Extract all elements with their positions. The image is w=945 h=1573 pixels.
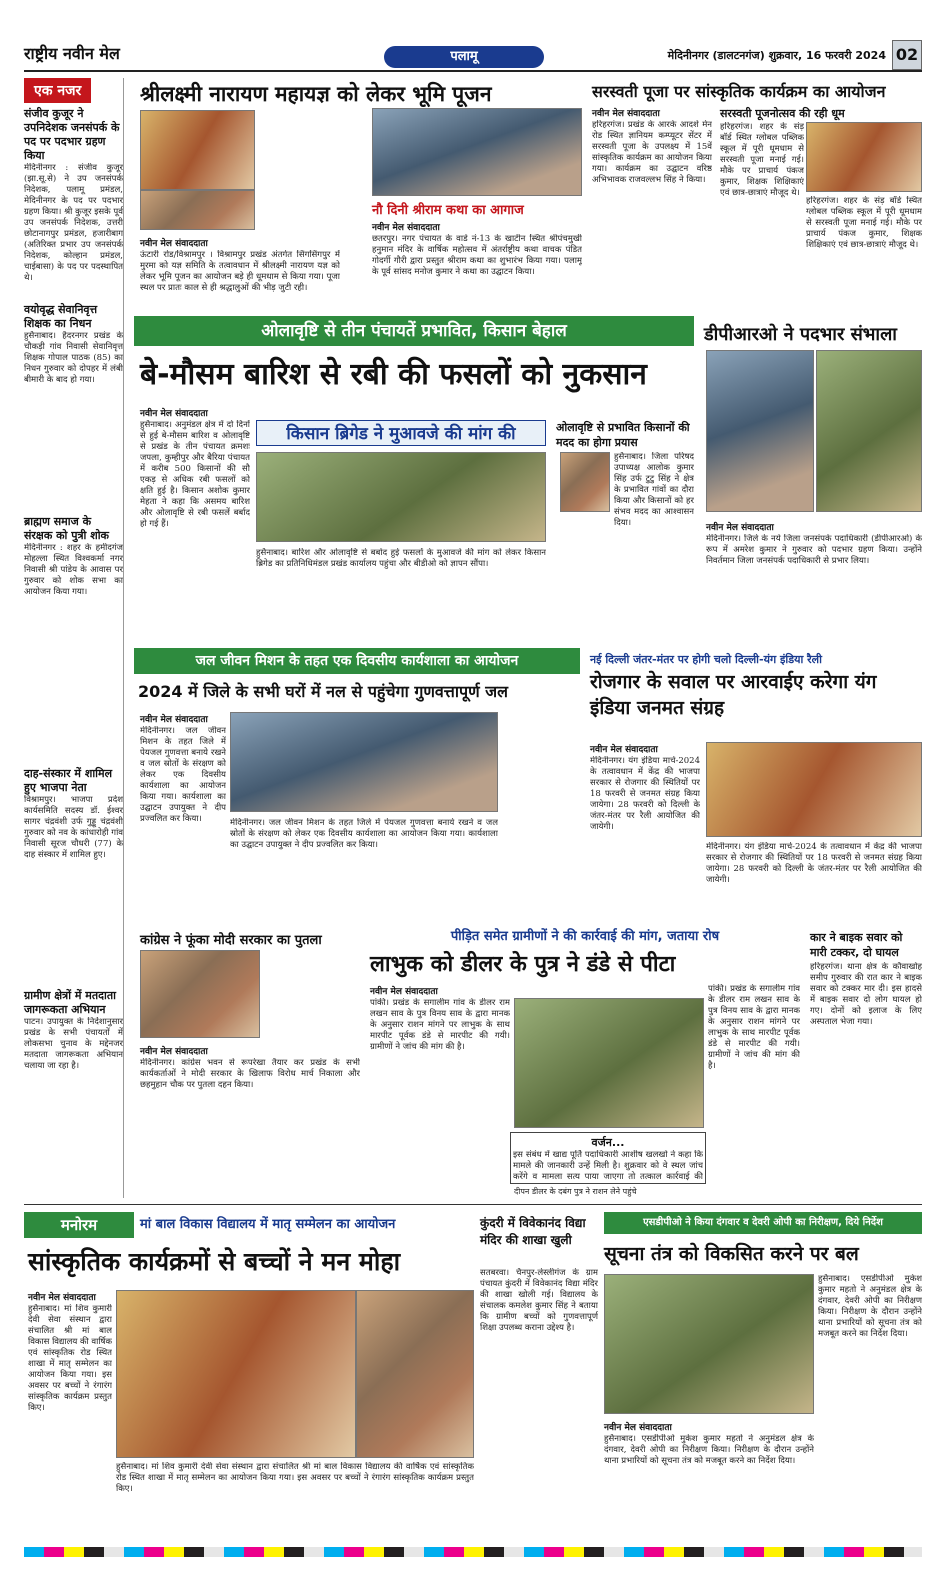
story-body-cont: मेदिनीनगर। यंग इंडिया मार्च-2024 के तत्वावधान में केंद्र की भाजपा सरकार से रोजगार की स्थितियों पर 18 फरवरी से जनमत संग्रह किया जायेगा। 28 फरवरी को दिल्ली के जंतर-मंतर पर रैली आयोजित की जायेगी। <box>706 842 922 885</box>
story-subheadline: किसान ब्रिगेड ने मुआवजे की मांग की <box>256 420 546 446</box>
story-body: हुसैनाबाद। एसडीपीओ मुकेश कुमार महतो ने अनुमंडल क्षेत्र के दंगवार, देवरी ओपी का निरीक्षण किया। निरीक्षण के दौरान उन्होंने थाना प्रभारियों को सूचना तंत्र को मजबूत करने का निर्देश दिया। <box>604 1434 814 1466</box>
story-photo <box>806 122 922 192</box>
story-body-cont: हुसैनाबाद। एसडीपीओ मुकेश कुमार महतो ने अनुमंडल क्षेत्र के दंगवार, देवरी ओपी का निरीक्षण किया। निरीक्षण के दौरान उन्होंने थाना प्रभारियों को सूचना तंत्र को मजबूत करने का निर्देश दिया। <box>818 1274 922 1339</box>
story-photo <box>706 350 814 512</box>
section-label: पलामू <box>384 46 544 68</box>
brief-body: मेदिनीनगर : शहर के हमीदगंज मोहल्ला स्थित विश्वकर्मा नगर निवासी श्री पांडेय के आवास पर गुरुवार को शोक सभा का आयोजन किया गया। <box>24 543 123 597</box>
story-photo <box>816 350 922 512</box>
story-headline: श्रीलक्ष्मी नारायण महायज्ञ को लेकर भूमि पूजन <box>140 82 492 106</box>
byline: नवीन मेल संवाददाता <box>140 1047 208 1057</box>
story-sideheadline: ओलावृष्टि से प्रभावित किसानों की मदद का होगा प्रयास <box>556 421 690 449</box>
story-headline: सूचना तंत्र को विकसित करने पर बल <box>604 1243 859 1265</box>
brief-title: संजीव कुजूर ने उपनिदेशक जनसंपर्क के पद पर पदभार ग्रहण किया <box>24 107 120 162</box>
story-body: छतरपुर। नगर पंचायत के वार्ड नं-13 के खाटीन स्थित श्रीपंचमुखी हनुमान मंदिर के वार्षिक महोत्सव में अंतर्राष्ट्रीय कथा वाचक पंडित गोदर्गी गौरी द्वारा प्रस्तुत श्रीराम कथा का शुभारंभ किया गया। पलामू के पूर्व सांसद मनोज कुमार ने कथा का उद्घाटन किया। <box>372 234 582 277</box>
kicker-bar: ओलावृष्टि से तीन पंचायतें प्रभावित, किसान बेहाल <box>134 316 694 346</box>
story-headline: डीपीआरओ ने पदभार संभाला <box>704 324 897 345</box>
story-headline: कांग्रेस ने फूंका मोदी सरकार का पुतला <box>140 933 322 948</box>
quote-text: इस संबंध में खाद्य पूर्ति पदाधिकारी आशीष खलखो ने कहा कि मामले की जानकारी उन्हें मिली है। शुक्रवार को वे स्थल जांच करेंगे व मामला सत्य पाया जाएगा तो तत्काल कार्रवाई की <box>513 1150 703 1182</box>
story-photo <box>140 950 260 1038</box>
masthead <box>24 38 922 72</box>
print-color-bar <box>24 1547 922 1557</box>
kicker: नई दिल्ली जंतर-मंतर पर होगी चलो दिल्ली-यंग इंडिया रैली <box>590 653 822 666</box>
story-body: पांकी। प्रखंड के सगालीम गांव के डीलर राम लखन साव के पुत्र विनय साव के द्वारा मानक के अनुसार राशन मांगने पर लाभुक के साथ मारपीट पूर्वक डंडे से मारपीट की गयी। ग्रामीणों ने जांच की मांग की है। <box>370 998 510 1052</box>
story-photo <box>706 742 922 837</box>
divider <box>24 1204 922 1205</box>
byline: नवीन मेल संवाददाता <box>372 223 440 233</box>
story-photo <box>140 110 255 190</box>
kicker-bar: जल जीवन मिशन के तहत एक दिवसीय कार्यशाला का आयोजन <box>134 648 580 674</box>
sidebar-tag: एक नजर <box>24 78 91 103</box>
story-headline: सांस्कृतिक कार्यक्रमों से बच्चों ने मन मोहा <box>28 1247 401 1276</box>
brief-title: दाह-संस्कार में शामिल हुए भाजपा नेता <box>24 767 113 794</box>
story-body: हुसैनाबाद। मां शिव कुमारी देवी सेवा संस्थान द्वारा संचालित श्री मां बाल विकास विद्यालय की वार्षिक एवं सांस्कृतिक रोड स्थित शाखा में मातृ सम्मेलन का आयोजन किया गया। इस अवसर पर बच्चों ने रंगारंग सांस्कृतिक कार्यक्रम प्रस्तुत किए। <box>28 1304 112 1413</box>
story-headline: बे-मौसम बारिश से रबी की फसलों को नुकसान <box>140 357 647 392</box>
story-photo <box>116 1290 356 1458</box>
story-photo <box>140 190 255 230</box>
story-body-cont: हुसैनाबाद। मां शिव कुमारी देवी सेवा संस्थान द्वारा संचालित श्री मां बाल विकास विद्यालय की वार्षिक एवं सांस्कृतिक रोड स्थित शाखा में मातृ सम्मेलन का आयोजन किया गया। इस अवसर पर बच्चों ने रंगारंग सांस्कृतिक कार्यक्रम प्रस्तुत किए। <box>116 1462 474 1494</box>
story-body: मेदिनीनगर। जल जीवन मिशन के तहत जिले में पेयजल गुणवत्ता बनाये रखने व जल स्रोतों के संरक्षण को लेकर एक दिवसीय कार्यशाला का आयोजन किया गया। कार्यशाला का उद्घाटन उपायुक्त ने दीप प्रज्वलित कर किया। <box>140 726 226 824</box>
story-subbody: हरिहरगंज। शहर के संड़ बॉर्ड स्थित ग्लोबल पब्लिक स्कूल में पूरी धूमधाम से सरस्वती पूजा मनाई गई। मौके पर प्राचार्य पंकज कुमार, शिक्षक शिक्षिकाएं एवं छात्र-छात्राएं मौजूद थे। <box>720 122 804 198</box>
byline: नवीन मेल संवाददाता <box>592 109 660 119</box>
story-body: सतबरवा। चैनपुर-लेस्लीगंज के ग्राम पंचायत कुंदरी में विवेकानंद विद्या मंदिर की शाखा खोली गई। विद्यालय के संचालक कमलेश कुमार सिंह ने बताया कि ग्रामीण बच्चों को गुणवत्तापूर्ण शिक्षा उपलब्ध कराना उद्देश्य है। <box>480 1268 598 1333</box>
story-headline: नौ दिनी श्रीराम कथा का आगाज <box>372 203 524 218</box>
story-photo <box>372 108 582 196</box>
story-photo <box>256 452 546 542</box>
dateline: मेदिनीनगर (डालटनगंज) शुक्रवार, 16 फरवरी 2024 <box>667 49 886 62</box>
brief-body: हुसैनाबाद। हैदरनगर प्रखंड के चौकड़ी गांव निवासी सेवानिवृत्त शिक्षक गोपाल पाठक (85) का निधन गुरुवार को दोपहर में लंबी बीमारी के बाद हो गया। <box>24 331 123 385</box>
story-headline: 2024 में जिले के सभी घरों में नल से पहुंचेगा गुणवत्तापूर्ण जल <box>138 682 508 701</box>
section-tag-manorama: मनोरम <box>24 1212 134 1238</box>
story-headline: लाभुक को डीलर के पुत्र ने डंडे से पीटा <box>370 952 676 977</box>
story-photo <box>514 998 704 1128</box>
brief-body: विश्रामपुर। भाजपा प्रदेश कार्यसमिति सदस्य डॉ. ईश्वर सागर चंद्रवंशी उर्फ गुड्डू चंद्रवंशी गुरुवार को नव के कांधारोही गांव निवासी सूरज चौधरी (77) के दाह संस्कार में शामिल हुए। <box>24 795 123 860</box>
byline: नवीन मेल संवाददाता <box>706 523 774 533</box>
story-subbody-cont: हरिहरगंज। शहर के संड़ बॉर्ड स्थित ग्लोबल पब्लिक स्कूल में पूरी धूमधाम से सरस्वती पूजा मनाई गई। मौके पर प्राचार्य पंकज कुमार, शिक्षक शिक्षिकाएं एवं छात्र-छात्राएं मौजूद थे। <box>806 196 922 250</box>
brief-title: ग्रामीण क्षेत्रों में मतदाता जागरूकता अभियान <box>24 989 116 1016</box>
story-headline: सरस्वती पूजा पर सांस्कृतिक कार्यक्रम का आयोजन <box>592 82 886 101</box>
kicker-bar: एसडीपीओ ने किया दंगवार व देवरी ओपी का निरीक्षण, दिये निर्देश <box>604 1212 922 1234</box>
byline: नवीन मेल संवाददाता <box>604 1423 672 1433</box>
story-subheadline: सरस्वती पूजनोत्सव की रही धूम <box>720 107 845 120</box>
byline: नवीन मेल संवाददाता <box>590 745 658 755</box>
story-headline: कार ने बाइक सवार को मारी टक्कर, दो घायल <box>810 931 903 959</box>
brief-title: ब्राह्मण समाज के संरक्षक को पुत्री शोक <box>24 515 110 542</box>
byline: नवीन मेल संवाददाता <box>140 239 208 249</box>
brief-body: मेदिनीनगर : संजीव कुजूर (झा.सू.से) ने उप जनसंपर्क निदेशक, पलामू प्रमंडल, मेदिनीनगर के पद पर पदभार ग्रहण किया। श्री कुजूर इसके पूर्व उप जनसंपर्क निदेशक, उत्तरी छोटानागपुर प्रमंडल, हजारीबाग (अतिरिक्त प्रभार उप जनसंपर्क निदेशक, कोल्हान प्रमंडल, चाईबासा) के पद पर पदस्थापित थे। <box>24 163 123 283</box>
story-photo <box>230 712 498 812</box>
story-body-cont: मेदिनीनगर। जल जीवन मिशन के तहत जिले में पेयजल गुणवत्ता बनाये रखने व जल स्रोतों के संरक्षण को लेकर एक दिवसीय कार्यशाला का आयोजन किया गया। कार्यशाला का उद्घाटन उपायुक्त ने दीप प्रज्वलित कर किया। <box>230 818 498 850</box>
sidebar-ek-nazar <box>24 78 124 1198</box>
story-body: हरिहरगंज। प्रखंड के आरके आदर्श मेन रोड स्थित ज्ञानियम कम्प्यूटर सेंटर में सरस्वती पूजा के उपलक्ष्य में 15वें सांस्कृतिक कार्यक्रम का आयोजन किया गया। कार्यक्रम का उद्घाटन वरिष्ठ अभिभावक राजवल्लभ सिंह ने किया। <box>592 120 712 185</box>
byline: नवीन मेल संवाददाता <box>140 409 208 419</box>
byline: नवीन मेल संवाददाता <box>140 715 208 725</box>
photo-caption: दीपन डीलर के दबंग पुत्र ने राशन लेने पहुंचे <box>514 1187 637 1196</box>
brief-body: पाटन। उपायुक्त के निर्देशानुसार प्रखंड के सभी पंचायतों में लोकसभा चुनाव के मद्देनजर मतदाता जागरूकता अभियान चलाया जा रहा है। <box>24 1017 123 1071</box>
story-headline: कुंदरी में विवेकानंद विद्या मंदिर की शाखा खुली <box>480 1216 586 1247</box>
byline: नवीन मेल संवाददाता <box>28 1293 96 1303</box>
brief-title: वयोवृद्ध सेवानिवृत्त शिक्षक का निधन <box>24 303 98 330</box>
story-body: मेदिनीनगर। कांग्रेस भवन से रूपरेखा तैयार कर प्रखंड के सभी कार्यकर्ताओं ने मोदी सरकार के खिलाफ विरोध मार्च निकाला और छहमुहान चौक पर पुतला दहन किया। <box>140 1058 360 1090</box>
story-sidebody: हुसैनाबाद। जिला परिषद उपाध्यक्ष आलोक कुमार सिंह उर्फ टुटु सिंह ने क्षेत्र के प्रभावित गांवों का दौरा किया और किसानों को हर संभव मदद का आश्वासन दिया। <box>614 452 694 528</box>
story-body: मेदिनीनगर। यंग इंडिया मार्च-2024 के तत्वावधान में केंद्र की भाजपा सरकार से रोजगार की स्थितियों पर 18 फरवरी से जनमत संग्रह किया जायेगा। 28 फरवरी को दिल्ली के जंतर-मंतर पर रैली आयोजित की जायेगी। <box>590 756 700 832</box>
page-number: 02 <box>892 40 922 70</box>
story-body: मेदिनीनगर। जिले के नये जिला जनसंपर्क पदाधिकारी (डीपीआरओ) के रूप में अमरेश कुमार ने गुरुवार को पदभार ग्रहण किया। उन्होंने निवर्तमान जिला जनसंपर्क पदाधिकारी से प्रभार लिया। <box>706 534 922 566</box>
paper-name: राष्ट्रीय नवीन मेल <box>24 44 120 63</box>
story-body: हुसैनाबाद। अनुमंडल क्षेत्र में दो दिनों से हुई बे-मौसम बारिश व ओलावृष्टि से प्रखंड के तीन पंचायत क्रमशः जपला, कुम्हीपुर और बैरिया पंचायत में करीब 500 किसानों की सौ एकड़ से अधिक रबी फसलों को क्षति हुई है। किसान अशोक कुमार मेहता ने कहा कि असमय बारिश और ओलावृष्टि से रबी फसलें बर्बाद हो गई हैं। <box>140 420 250 529</box>
byline: नवीन मेल संवाददाता <box>370 987 438 997</box>
kicker: मां बाल विकास विद्यालय में मातृ सम्मेलन का आयोजन <box>140 1217 396 1232</box>
story-photo <box>560 452 610 512</box>
kicker: पीड़ित समेत ग्रामीणों ने की कार्रवाई की मांग, जताया रोष <box>450 929 720 944</box>
story-photo <box>604 1274 814 1414</box>
story-subbody: हुसैनाबाद। बारिश और ओलावृष्टि से बर्बाद हुई फसलों के मुआवजे की मांग को लेकर किसान ब्रिगेड का प्रतिनिधिमंडल प्रखंड कार्यालय पहुंचा और बीडीओ को ज्ञापन सौंपा। <box>256 548 546 569</box>
story-headline: रोजगार के सवाल पर आरवाईए करेगा यंग इंडिया जनमत संग्रह <box>590 671 877 719</box>
story-body-cont: पांकी। प्रखंड के सगालीम गांव के डीलर राम लखन साव के पुत्र विनय साव के द्वारा मानक के अनुसार राशन मांगने पर लाभुक के साथ मारपीट पूर्वक डंडे से मारपीट की गयी। ग्रामीणों ने जांच की मांग की है। <box>708 984 800 1071</box>
quote-label: वर्जन... <box>591 1136 625 1149</box>
story-photo <box>356 1290 474 1458</box>
quote-box <box>510 1132 706 1184</box>
story-body: हरिहरगंज। थाना क्षेत्र के कौवाखोह समीप गुरुवार की रात कार ने बाइक सवार को टक्कर मार दी। इस हादसे में बाइक सवार दो लोग घायल हो गए। दोनों को इलाज के लिए अस्पताल भेजा गया। <box>810 962 922 1027</box>
story-body: ऊंटारी रोड/विश्रामपुर । विश्रामपुर प्रखंड अंतर्गत सिंगसिंगपुर में मुरमा को यज्ञ समिति के तत्वावधान में श्रीलक्ष्मी नारायण यज्ञ को लेकर भूमि पूजन का आयोजन बड़े ही धूमधाम से किया गया। पूजा स्थल पर प्रातः काल से ही श्रद्धालुओं की भीड़ जुटी रही। <box>140 250 340 293</box>
